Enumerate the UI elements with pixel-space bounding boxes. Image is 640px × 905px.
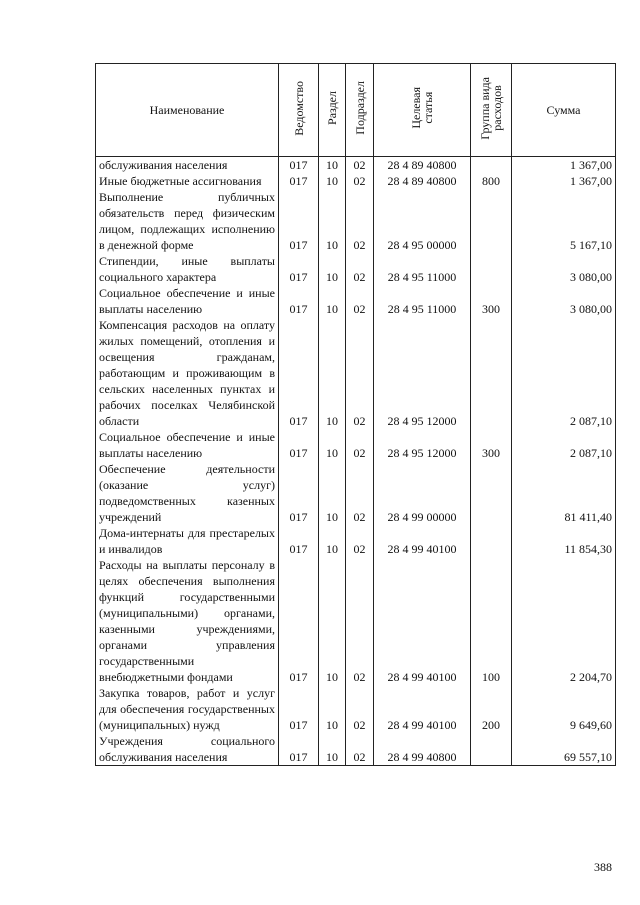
header-row [96, 64, 616, 157]
table-row [96, 253, 616, 285]
cell-summa: 2 204,70 [512, 557, 616, 685]
cell-name: обслуживания населения [96, 157, 279, 174]
cell-celevaya-statya: 28 4 89 40800 [374, 173, 471, 189]
cell-celevaya-statya: 28 4 99 40100 [374, 685, 471, 733]
cell-summa: 2 087,10 [512, 317, 616, 429]
cell-celevaya-statya: 28 4 89 40800 [374, 157, 471, 174]
cell-vedomstvo: 017 [279, 685, 319, 733]
cell-razdel: 10 [319, 429, 346, 461]
header-podrazdel: Подраздел [346, 64, 374, 157]
cell-celevaya-statya: 28 4 99 40100 [374, 525, 471, 557]
header-celevaya-statya: Целевая статья [374, 64, 471, 157]
cell-summa: 81 411,40 [512, 461, 616, 525]
cell-razdel: 10 [319, 557, 346, 685]
cell-razdel: 10 [319, 461, 346, 525]
cell-celevaya-statya: 28 4 95 12000 [374, 317, 471, 429]
cell-podrazdel: 02 [346, 733, 374, 766]
cell-celevaya-statya: 28 4 99 40800 [374, 733, 471, 766]
cell-name: Социальное обеспечение и иные выплаты населению [96, 285, 279, 317]
cell-gruppa-vida-rashodov [471, 317, 512, 429]
cell-podrazdel: 02 [346, 317, 374, 429]
cell-gruppa-vida-rashodov: 800 [471, 173, 512, 189]
cell-name: Учреждения социального обслуживания населения [96, 733, 279, 766]
cell-razdel: 10 [319, 253, 346, 285]
cell-vedomstvo: 017 [279, 557, 319, 685]
cell-vedomstvo: 017 [279, 173, 319, 189]
table-row [96, 173, 616, 189]
cell-name: Социальное обеспечение и иные выплаты населению [96, 429, 279, 461]
cell-podrazdel: 02 [346, 285, 374, 317]
table-row [96, 317, 616, 429]
cell-celevaya-statya: 28 4 95 00000 [374, 189, 471, 253]
table-row [96, 285, 616, 317]
cell-gruppa-vida-rashodov: 100 [471, 557, 512, 685]
cell-gruppa-vida-rashodov [471, 461, 512, 525]
cell-gruppa-vida-rashodov [471, 157, 512, 174]
table-row [96, 685, 616, 733]
header-razdel: Раздел [319, 64, 346, 157]
cell-razdel: 10 [319, 733, 346, 766]
header-name: Наименование [96, 64, 279, 157]
cell-summa: 1 367,00 [512, 157, 616, 174]
cell-gruppa-vida-rashodov [471, 733, 512, 766]
cell-gruppa-vida-rashodov: 200 [471, 685, 512, 733]
cell-podrazdel: 02 [346, 685, 374, 733]
cell-name: Расходы на выплаты персоналу в целях обеспечения выполнения функций государственными (муниципальными) органами, казенными учреждениями, органами управления государственными внебюджетными фондами [96, 557, 279, 685]
cell-name: Компенсация расходов на оплату жилых помещений, отопления и освещения гражданам, работающим и проживающим в сельских населенных пунктах и рабочих поселках Челябинской области [96, 317, 279, 429]
cell-vedomstvo: 017 [279, 157, 319, 174]
cell-podrazdel: 02 [346, 189, 374, 253]
cell-podrazdel: 02 [346, 557, 374, 685]
cell-razdel: 10 [319, 285, 346, 317]
cell-gruppa-vida-rashodov: 300 [471, 285, 512, 317]
cell-vedomstvo: 017 [279, 253, 319, 285]
cell-vedomstvo: 017 [279, 733, 319, 766]
table-row [96, 525, 616, 557]
cell-celevaya-statya: 28 4 99 40100 [374, 557, 471, 685]
cell-gruppa-vida-rashodov [471, 189, 512, 253]
cell-celevaya-statya: 28 4 95 11000 [374, 253, 471, 285]
cell-vedomstvo: 017 [279, 525, 319, 557]
cell-razdel: 10 [319, 189, 346, 253]
cell-razdel: 10 [319, 173, 346, 189]
cell-celevaya-statya: 28 4 99 00000 [374, 461, 471, 525]
cell-gruppa-vida-rashodov [471, 525, 512, 557]
cell-podrazdel: 02 [346, 429, 374, 461]
cell-name: Стипендии, иные выплаты социального характера [96, 253, 279, 285]
table-row [96, 189, 616, 253]
budget-table [95, 63, 616, 766]
table-row [96, 733, 616, 766]
cell-podrazdel: 02 [346, 461, 374, 525]
cell-vedomstvo: 017 [279, 429, 319, 461]
cell-summa: 9 649,60 [512, 685, 616, 733]
cell-razdel: 10 [319, 317, 346, 429]
cell-razdel: 10 [319, 685, 346, 733]
cell-name: Дома-интернаты для престарелых и инвалидов [96, 525, 279, 557]
cell-gruppa-vida-rashodov [471, 253, 512, 285]
cell-razdel: 10 [319, 525, 346, 557]
cell-vedomstvo: 017 [279, 461, 319, 525]
cell-summa: 1 367,00 [512, 173, 616, 189]
cell-podrazdel: 02 [346, 157, 374, 174]
cell-razdel: 10 [319, 157, 346, 174]
cell-summa: 3 080,00 [512, 285, 616, 317]
cell-summa: 11 854,30 [512, 525, 616, 557]
cell-vedomstvo: 017 [279, 285, 319, 317]
cell-podrazdel: 02 [346, 253, 374, 285]
header-summa: Сумма [512, 64, 616, 157]
cell-podrazdel: 02 [346, 173, 374, 189]
cell-celevaya-statya: 28 4 95 11000 [374, 285, 471, 317]
cell-vedomstvo: 017 [279, 189, 319, 253]
cell-celevaya-statya: 28 4 95 12000 [374, 429, 471, 461]
cell-summa: 3 080,00 [512, 253, 616, 285]
cell-summa: 2 087,10 [512, 429, 616, 461]
cell-name: Иные бюджетные ассигнования [96, 173, 279, 189]
cell-summa: 69 557,10 [512, 733, 616, 766]
header-gruppa-vida-rashodov: Группа вида расходов [471, 64, 512, 157]
cell-summa: 5 167,10 [512, 189, 616, 253]
table-row [96, 461, 616, 525]
cell-name: Выполнение публичных обязательств перед физическим лицом, подлежащих исполнению в денежной форме [96, 189, 279, 253]
cell-vedomstvo: 017 [279, 317, 319, 429]
cell-name: Обеспечение деятельности (оказание услуг) подведомственных казенных учреждений [96, 461, 279, 525]
cell-gruppa-vida-rashodov: 300 [471, 429, 512, 461]
header-vedomstvo: Ведомство [279, 64, 319, 157]
cell-name: Закупка товаров, работ и услуг для обеспечения государственных (муниципальных) нужд [96, 685, 279, 733]
page-number: 388 [594, 860, 612, 874]
table-row [96, 557, 616, 685]
cell-podrazdel: 02 [346, 525, 374, 557]
table-row [96, 157, 616, 174]
table-row [96, 429, 616, 461]
